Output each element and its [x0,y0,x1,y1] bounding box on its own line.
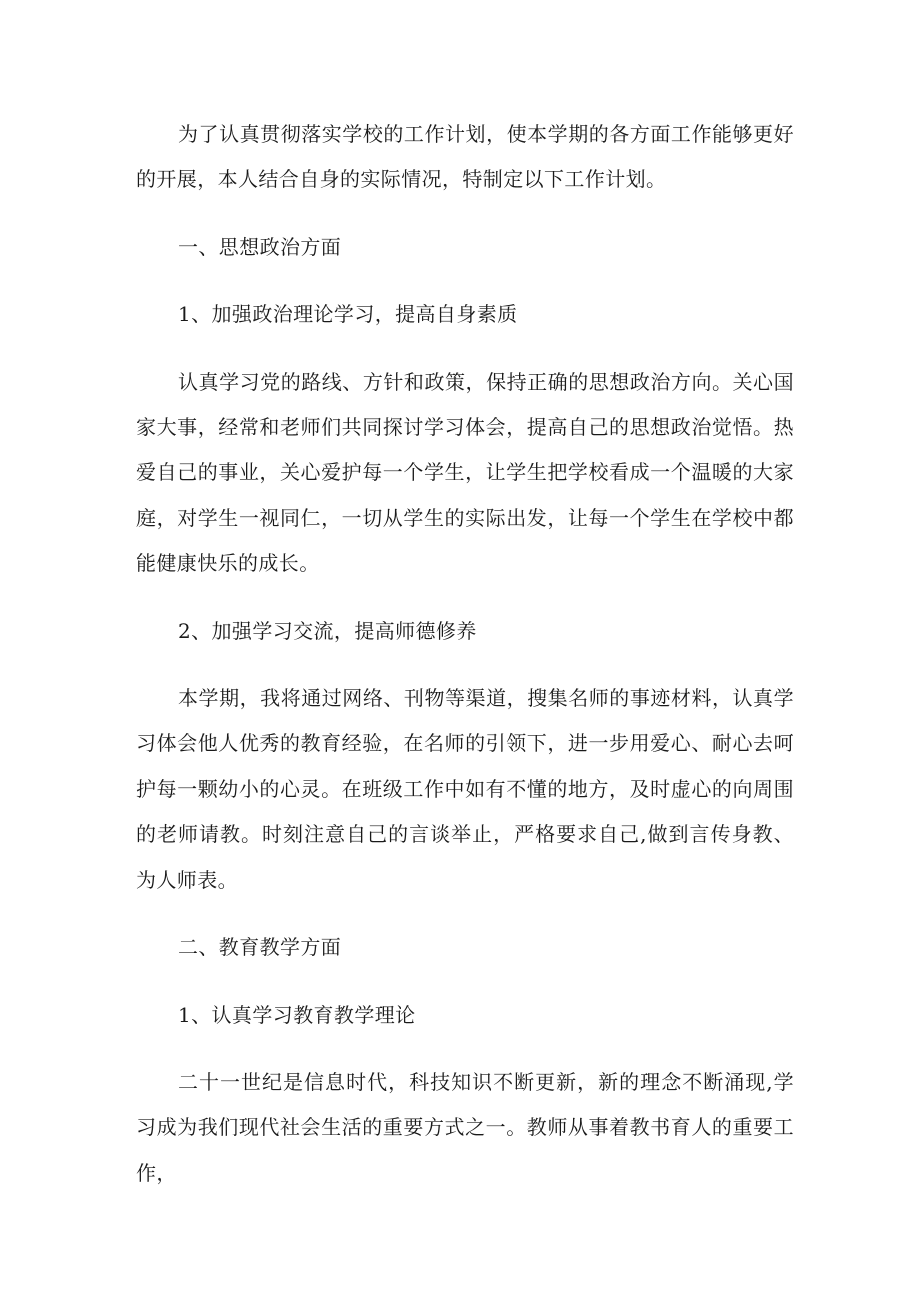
intro-paragraph: 为了认真贯彻落实学校的工作计划，使本学期的各方面工作能够更好的开展，本人结合自身的实际情况，特制定以下工作计划。 [136,122,794,192]
section-2-item-1-title: 1、认真学习教育教学理论 [178,1002,416,1027]
section-1-item-2-title: 2、加强学习交流，提高师德修养 [178,618,477,643]
document-page [136,112,794,1196]
section-1-item-1-title: 1、加强政治理论学习，提高自身素质 [178,302,518,327]
section-2-item-1-body: 二十一世纪是信息时代，科技知识不断更新，新的理念不断涌现,学习成为我们现代社会生活的重要方式之一。教师从事着教书育人的重要工作， [136,1069,794,1185]
section-1-item-2-body: 本学期，我将通过网络、刊物等渠道，搜集名师的事迹材料，认真学习体会他人优秀的教育经验，在名师的引领下，进一步用爱心、耐心去呵护每一颗幼小的心灵。在班级工作中如有不懂的地方，及时虚心的向周围的老师请教。时刻注意自己的言谈举止，严格要求自己,做到言传身教、为人师表。 [136,686,794,892]
section-1-title: 一、思想政治方面 [178,234,342,259]
section-2-title: 二、教育教学方面 [178,935,342,960]
section-1-item-1-body: 认真学习党的路线、方针和政策，保持正确的思想政治方向。关心国家大事，经常和老师们共同探讨学习体会，提高自己的思想政治觉悟。热爱自己的事业，关心爱护每一个学生，让学生把学校看成一个温暖的大家庭，对学生一视同仁，一切从学生的实际出发，让每一个学生在学校中都能健康快乐的成长。 [136,369,794,576]
